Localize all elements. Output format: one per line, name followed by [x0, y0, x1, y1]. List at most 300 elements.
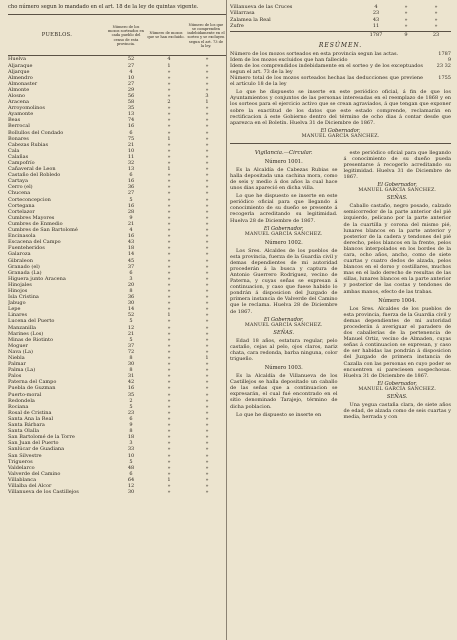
count-excluidos: » [167, 123, 171, 130]
count-sorteados: 20 [127, 281, 135, 288]
notice-1001-text: Es la Alcaldía de Cabezas Rubias se halla depositada una cachina mora, como de seis y medio á dos años la cual hace unos dias apareció en dicha villa. [230, 166, 338, 192]
count-sorteados: 56 [127, 92, 135, 99]
town-name: Arroyomolinos [8, 105, 45, 112]
count-excluidos: » [167, 92, 171, 99]
count-excluidos: » [167, 251, 171, 258]
resumen-value: 9 [447, 56, 451, 63]
count-indebidos: » [205, 184, 209, 191]
town-name: Santa Ana la Real [8, 415, 54, 422]
count-excluidos: » [167, 86, 171, 93]
count-indebidos: » [205, 476, 209, 483]
count-sorteados: 27 [127, 80, 135, 87]
count-indebidos: » [205, 208, 209, 215]
resumen-value: 1755 [438, 75, 451, 82]
count-indebidos: » [205, 263, 209, 270]
notice-columns [230, 148, 451, 422]
town-name: Cañaveral de Leon [8, 166, 56, 173]
notice-column-right [344, 148, 452, 422]
count-excluidos: 2 [167, 99, 171, 106]
count-sorteados: 43 [372, 16, 380, 23]
count-excluidos: 1 [167, 476, 171, 483]
count-sorteados: 30 [127, 361, 135, 368]
count-indebidos: » [205, 342, 209, 349]
header-indebidos: Número de los que se comprenden indebidamente en el sorteo y se excluyen segun el art. 73 de la ley. [187, 22, 225, 48]
town-name: Santa Bárbara [8, 422, 45, 429]
town-name: Beas [8, 117, 21, 124]
count-sorteados: 64 [127, 476, 135, 483]
count-indebidos: 1 [205, 355, 209, 361]
count-indebidos: » [205, 105, 209, 112]
count-indebidos: » [434, 23, 438, 30]
count-excluidos: » [167, 482, 171, 489]
count-excluidos: » [404, 4, 408, 10]
town-name: Aljarque [8, 68, 30, 75]
count-indebidos: » [205, 239, 209, 246]
town-name: Puerto-moral [8, 391, 42, 398]
town-name: Paterna del Campo [8, 379, 57, 386]
notice-number-1001: Número 1001. [264, 158, 303, 165]
count-indebidos: » [205, 403, 209, 410]
count-excluidos: » [167, 440, 171, 447]
count-excluidos: » [167, 300, 171, 307]
count-sorteados: 52 [127, 56, 135, 63]
count-indebidos: » [205, 68, 209, 75]
count-excluidos: » [167, 214, 171, 221]
count-indebidos: » [205, 123, 209, 130]
town-name: Bonares [8, 135, 29, 142]
header-pueblos: PUEBLOS. [41, 32, 73, 39]
count-excluidos: » [167, 355, 171, 361]
count-sorteados: 6 [129, 415, 133, 422]
signature-title: El Gobernador, [320, 127, 361, 134]
count-indebidos: » [205, 409, 209, 416]
town-name: Almonte [8, 86, 30, 93]
count-indebidos: » [205, 452, 209, 459]
count-excluidos: » [167, 348, 171, 355]
count-sorteados: 75 [127, 135, 135, 142]
notice-1002-text: Los Sres. Alcaldes de los pueblos de esta provincia, fuerza de la Guardia civil y demas dependientes de mi autoridad procederán á la busca y captura de Antonio Guerrero Rodriguez, vecino de Paterna, y cuyas señas se expresan á continuacion, y caso que fuese habido lo pondrán á disposicion del Juzgado de primera instancia de Valverde del Camino que le reclama. Huelva 28 de Diciembre de 1867. [230, 247, 338, 315]
count-indebidos: » [205, 312, 209, 319]
count-sorteados: 14 [127, 251, 135, 258]
count-sorteados: 5 [129, 318, 133, 325]
notice-number-1004: Número 1004. [378, 297, 417, 304]
town-name: Campofrío [8, 160, 35, 166]
count-sorteados: 12 [127, 324, 135, 331]
count-excluidos: » [167, 385, 171, 392]
resumen-label: Número de los mozos sorteados en esta provincia segun las actas. [230, 50, 399, 57]
count-indebidos: » [205, 336, 209, 343]
count-sorteados: 43 [127, 239, 135, 246]
town-name: San Juan del Puerto [8, 440, 59, 447]
signature-name: MANUEL GARCÍA SANCHEZ. [301, 133, 380, 139]
count-indebidos: » [205, 86, 209, 93]
town-name: Villablanca [8, 476, 37, 483]
header-sorteados: Número de los mozos sorteados en cada pueblo del censo de esta provincia. [108, 24, 144, 46]
count-indebidos: » [205, 135, 209, 142]
town-name: Minas de Riotinto [8, 336, 54, 343]
count-sorteados: 6 [129, 172, 133, 179]
count-sorteados: 28 [127, 208, 135, 215]
count-excluidos: » [167, 208, 171, 215]
town-name: Granada (La) [8, 269, 42, 276]
count-sorteados: 3 [129, 275, 133, 282]
town-name: Cumbres Mayores [8, 214, 55, 221]
vigilancia-heading: Vigilancia.—Circular. [254, 149, 313, 156]
town-name: Corteconcepcion [8, 196, 51, 203]
count-indebidos: 3 [205, 92, 209, 99]
count-excluidos: » [167, 415, 171, 422]
count-sorteados: 45 [127, 257, 135, 264]
count-sorteados: 12 [127, 482, 135, 489]
town-name: Palmar [8, 361, 26, 368]
count-indebidos: » [205, 269, 209, 276]
town-name: Villalba del Alcor [8, 482, 52, 489]
count-indebidos: » [205, 196, 209, 203]
count-excluidos: 1 [167, 166, 171, 173]
count-indebidos: » [205, 147, 209, 154]
count-excluidos: » [167, 287, 171, 294]
count-excluidos: » [167, 446, 171, 453]
left-column [8, 4, 226, 495]
count-sorteados: 10 [127, 452, 135, 459]
count-sorteados: 21 [127, 330, 135, 337]
senas-heading: SEÑAS. [386, 393, 408, 400]
right-column [230, 4, 451, 422]
count-indebidos: » [205, 117, 209, 124]
count-indebidos: » [205, 489, 209, 496]
town-name: Palos [8, 373, 22, 380]
count-excluidos: » [167, 434, 171, 441]
intro-text: cho número segun lo mandado en el art. 18 de la ley de quintas vigente. [8, 4, 199, 10]
count-indebidos: » [205, 482, 209, 489]
count-excluidos: » [167, 464, 171, 471]
count-indebidos: » [205, 111, 209, 118]
town-name: Palma (La) [8, 367, 36, 374]
count-excluidos: » [167, 452, 171, 459]
count-sorteados: 18 [127, 434, 135, 441]
count-indebidos: » [205, 166, 209, 173]
count-indebidos: » [205, 275, 209, 282]
notice-1001-order: Lo que he dispuesto se inserte en este periódico oficial para que llegando á conocimiento de su dueño se presente á recogerla acreditando su legitimidad. Huelva 28 de Diciembre de 1867. [230, 193, 338, 224]
count-excluidos: » [167, 324, 171, 331]
count-excluidos: » [167, 160, 171, 166]
count-indebidos: » [205, 172, 209, 179]
count-excluidos: » [167, 281, 171, 288]
notice-column-left [230, 148, 338, 422]
count-sorteados: 36 [127, 294, 135, 301]
count-excluidos: » [167, 239, 171, 246]
count-excluidos: » [167, 117, 171, 124]
count-sorteados: 35 [127, 391, 135, 398]
count-sorteados: 4 [129, 68, 133, 75]
town-name: Zalamea la Real [230, 16, 271, 23]
count-sorteados: 16 [127, 202, 135, 209]
town-name: San Bartolomé de la Torre [8, 434, 75, 441]
town-name: Valverde del Camino [8, 470, 61, 477]
count-indebidos: » [205, 348, 209, 355]
count-sorteados: 27 [127, 62, 135, 69]
town-name: Fuenteheridos [8, 245, 45, 252]
count-sorteados: 11 [372, 23, 380, 30]
header-excluidos: Número de mozos que se han excluido. [147, 31, 185, 40]
town-name: Almendro [8, 74, 33, 81]
count-excluidos: » [167, 379, 171, 386]
count-excluidos: » [404, 23, 408, 30]
notice-number-1002: Número 1002. [264, 239, 303, 246]
town-name: Chucena [8, 190, 31, 197]
notice-1002-senas: Edad 18 años, estatura regular, pelo castaño, cejas al pelo, ojos claros, nariz chata, cara redonda, barba ninguna, color trigueño. [230, 337, 338, 362]
town-name: Cortegana [8, 202, 35, 209]
count-sorteados: 13 [127, 166, 135, 173]
count-indebidos: » [205, 245, 209, 252]
count-excluidos: » [167, 422, 171, 429]
count-indebidos: » [205, 470, 209, 477]
count-excluidos: » [167, 336, 171, 343]
count-sorteados: 6 [129, 269, 133, 276]
count-sorteados: 8 [129, 367, 133, 374]
table-header [8, 14, 226, 56]
count-indebidos: » [205, 464, 209, 471]
count-indebidos: » [205, 251, 209, 258]
town-name: Higuera junto Aracena [8, 275, 66, 282]
town-name: Aracena [8, 99, 29, 106]
count-excluidos: 1 [167, 135, 171, 142]
town-name: Castaño del Robledo [8, 172, 61, 179]
town-name: Calañas [8, 153, 29, 160]
count-indebidos: » [205, 153, 209, 160]
count-sorteados: 6 [129, 470, 133, 477]
count-excluidos: » [167, 489, 171, 496]
count-sorteados: 2 [129, 397, 133, 404]
count-sorteados: 3 [129, 440, 133, 447]
count-indebidos: 1 [205, 99, 209, 106]
count-indebidos: » [205, 227, 209, 234]
count-indebidos: » [205, 324, 209, 331]
count-sorteados: 21 [127, 141, 135, 148]
notice-1003-order: Lo que he dispuesto se inserte en [236, 411, 322, 418]
count-indebidos: » [205, 379, 209, 386]
count-excluidos: 1 [167, 62, 171, 69]
town-name: Puebla de Guzman [8, 385, 56, 392]
town-name: Zufre [230, 23, 244, 30]
count-excluidos: » [167, 153, 171, 160]
count-sorteados: 72 [127, 348, 135, 355]
notice-number-1003: Número 1003. [264, 365, 303, 372]
count-sorteados: 8 [129, 428, 133, 435]
count-indebidos: » [205, 415, 209, 422]
table-row [230, 23, 451, 29]
notice-1003-text: Es la Alcaldía de Villanueva de los Castillejos se halla depositado un caballo de las señas que a continuacion se expresarán, el cual fué encontrado en el sitio denominado Tarajejo, término de dicha poblacion. [230, 373, 338, 410]
town-name: Aljaraque [8, 62, 33, 69]
count-sorteados: 5 [129, 458, 133, 465]
notice-1003-senas: Caballo castaño, negro posado, calzado semicorredor de la parte anterior del pié izquierdo, pelicano por la parte anterior de la cuartilla y corona del mismo pié, lunares blancos en la parte anterior y posterior de la cadera y tendones del pié derecho, pelos blancos en la frente, pelos blancos interpolados en los bordes de la cara, ocho años, ancho, como de siete cuartas y cuatro dedos de alzada, pelos blancos en el dorso y costillares, muchos mas en el lado derecho de resultas de las sillas, lunares blancos en la parte anterior y posterior de las costas y tendones de ambas manos, efecto de las trabas. [343, 203, 451, 295]
resumen-row [230, 75, 451, 87]
towns-table-continued [230, 4, 451, 30]
town-name: Berrocal [8, 123, 30, 130]
count-indebidos: » [205, 391, 209, 398]
count-sorteados: 5 [129, 196, 133, 203]
town-name: Cartaya [8, 178, 28, 185]
town-name: Manzanilla [8, 324, 36, 331]
town-name: Isla Cristina [8, 294, 39, 301]
count-sorteados: 27 [127, 190, 135, 197]
count-sorteados: 6 [129, 129, 133, 136]
town-name: Escacena del Campo [8, 239, 61, 246]
town-name: Encinasola [8, 233, 36, 240]
count-excluidos: » [167, 330, 171, 337]
town-name: Villanueva de los Castillejos [8, 489, 79, 496]
count-sorteados: 9 [129, 422, 133, 429]
count-sorteados: 36 [127, 184, 135, 191]
resumen-label: Número total de los mozos sorteados hechas las deducciones que previene el artículo 18 de la ley [230, 75, 423, 88]
count-excluidos: » [167, 391, 171, 398]
count-indebidos: » [205, 233, 209, 240]
resumen-value: 23 32 [436, 62, 451, 69]
count-sorteados: 4 [374, 4, 378, 10]
resumen-label: Idem de los comprendidos indebidamente en el sorteo y de los exceptuados segun el art. 73 de la ley [230, 62, 423, 75]
count-excluidos: » [167, 367, 171, 374]
town-name: Hinojos [8, 287, 28, 294]
count-excluidos: » [167, 196, 171, 203]
signature-name: MANUEL GARCÍA SANCHEZ. [244, 231, 323, 237]
count-excluidos: » [167, 361, 171, 368]
count-sorteados: 21 [127, 220, 135, 227]
count-sorteados: 74 [127, 117, 135, 124]
signature-title: El Gobernador, [377, 182, 418, 189]
count-excluidos: » [167, 105, 171, 112]
count-excluidos: » [167, 294, 171, 301]
count-excluidos: » [167, 342, 171, 349]
count-sorteados: 48 [127, 464, 135, 471]
count-excluidos: » [167, 68, 171, 75]
count-indebidos: » [205, 214, 209, 221]
count-indebidos: » [205, 397, 209, 404]
signature-name: MANUEL GARCÍA SANCHEZ. [244, 322, 323, 328]
count-indebidos: » [205, 300, 209, 307]
town-name: Almonaster [8, 80, 38, 87]
count-excluidos: » [167, 80, 171, 87]
count-sorteados: 23 [372, 10, 380, 17]
town-name: Jabugo [8, 300, 26, 307]
town-name: Cortelazor [8, 208, 35, 215]
count-sorteados: 16 [127, 385, 135, 392]
count-indebidos: » [205, 385, 209, 392]
town-name: Lepe [8, 306, 21, 313]
count-sorteados: 10 [127, 147, 135, 154]
town-name: Rociana [8, 403, 29, 410]
town-name: Redondela [8, 397, 35, 404]
signature-name: MANUEL GARCÍA SANCHEZ. [358, 386, 437, 392]
count-excluidos: » [167, 269, 171, 276]
count-sorteados: 31 [127, 373, 135, 380]
senas-heading: SEÑAS. [273, 329, 295, 336]
count-excluidos: » [167, 227, 171, 234]
count-sorteados: 9 [129, 214, 133, 221]
town-name: Niebla [8, 355, 25, 361]
count-sorteados: 16 [127, 233, 135, 240]
count-indebidos: » [205, 56, 209, 63]
count-sorteados: 10 [127, 74, 135, 81]
notice-1004-senas: Una yegua castaña clara, de siete años de edad, de alzada como de seis cuartas y media, herrada y con [343, 401, 451, 420]
count-indebidos: » [205, 202, 209, 209]
section-rule [230, 143, 451, 144]
count-sorteados: 32 [127, 160, 135, 166]
count-excluidos: » [167, 458, 171, 465]
town-name: Villanueva de las Cruces [230, 4, 293, 10]
town-name: Trigueros [8, 458, 33, 465]
count-excluidos: » [167, 141, 171, 148]
count-indebidos: » [205, 74, 209, 81]
count-indebidos: » [205, 446, 209, 453]
column-divider [226, 0, 227, 640]
count-sorteados: 8 [129, 287, 133, 294]
town-name: Villarrasa [230, 10, 255, 17]
town-name: Cumbres de San Bartolomé [8, 227, 78, 234]
towns-table [8, 56, 226, 495]
count-indebidos: » [205, 160, 209, 166]
town-name: Sanlúcar de Guadiana [8, 446, 65, 453]
count-excluidos: » [167, 397, 171, 404]
count-indebidos: » [205, 367, 209, 374]
count-indebidos: » [205, 178, 209, 185]
count-indebidos: » [205, 257, 209, 264]
count-excluidos: » [167, 220, 171, 227]
town-name: Galaroza [8, 251, 31, 258]
town-name: San Silvestre [8, 452, 42, 459]
town-name: Hinojales [8, 281, 32, 288]
count-indebidos: » [205, 440, 209, 447]
count-indebidos: » [434, 4, 438, 10]
totals-row: 1787 9 23 [230, 31, 451, 38]
count-sorteados: 5 [129, 403, 133, 410]
town-name: Cumbres de Enmedio [8, 220, 63, 227]
town-name: Nava (La) [8, 348, 33, 355]
count-sorteados: 30 [127, 489, 135, 496]
town-name: Moguer [8, 342, 28, 349]
count-sorteados: 4 [129, 227, 133, 234]
senas-heading: SEÑAS. [386, 195, 408, 202]
count-excluidos: » [167, 190, 171, 197]
count-indebidos: » [205, 318, 209, 325]
town-name: Santa Olalla [8, 428, 40, 435]
count-indebidos: » [205, 287, 209, 294]
town-name: Rosal de Cristina [8, 409, 52, 416]
count-sorteados: 16 [127, 123, 135, 130]
count-sorteados: 42 [127, 379, 135, 386]
town-name: Gibraleon [8, 257, 33, 264]
count-excluidos: » [167, 306, 171, 313]
count-indebidos: » [434, 16, 438, 23]
count-excluidos: 4 [167, 56, 171, 63]
count-sorteados: 37 [127, 342, 135, 349]
count-sorteados: 23 [127, 409, 135, 416]
town-name: Cabezas Rubias [8, 141, 49, 148]
count-sorteados: 58 [127, 99, 135, 106]
count-sorteados: 52 [127, 312, 135, 319]
table-row [8, 489, 226, 495]
count-indebidos: » [205, 220, 209, 227]
count-indebidos: » [205, 330, 209, 337]
count-indebidos: » [205, 428, 209, 435]
notice-1003-continued: este periódico oficial para que llegando á conocimiento de su dueño pueda presentarse á recogerlo acreditando su legitimidad. Huelva 31 de Diciembre de 1867. [343, 149, 451, 181]
count-sorteados: 35 [127, 105, 135, 112]
signature-name: MANUEL GARCÍA SANCHEZ. [358, 188, 437, 194]
count-indebidos: » [205, 294, 209, 301]
town-name: Lucena del Puerto [8, 318, 55, 325]
count-sorteados: 16 [127, 178, 135, 185]
count-excluidos: » [404, 16, 408, 23]
count-excluidos: » [167, 409, 171, 416]
